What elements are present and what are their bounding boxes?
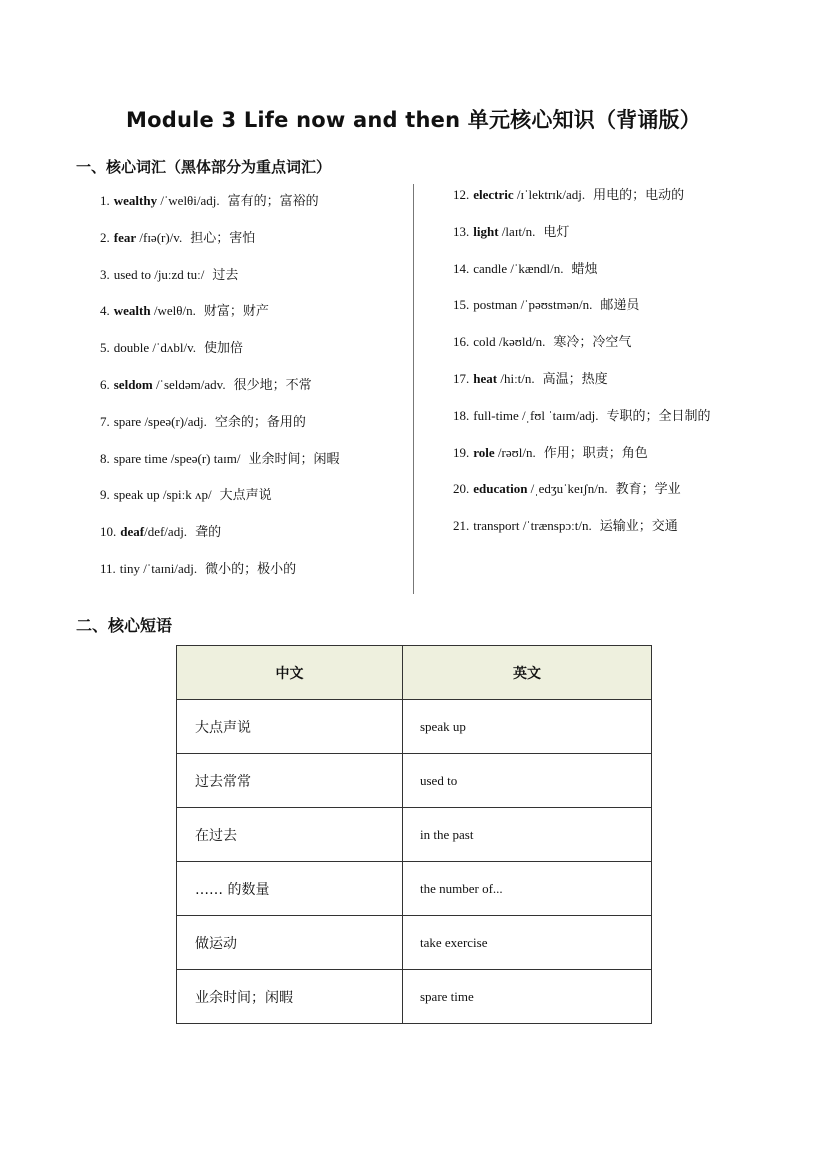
vocab-meaning: 财富；财产 — [203, 304, 269, 320]
vocab-word: deaf — [120, 524, 145, 540]
vocab-part-of-speech: v. — [187, 340, 196, 356]
vocab-number: 16. — [453, 334, 470, 350]
phrase-chinese: …… 的数量 — [177, 862, 403, 916]
vocab-part-of-speech: n. — [553, 260, 564, 276]
vocab-item — [453, 481, 681, 498]
vocab-item — [453, 297, 639, 314]
vocab-item — [453, 408, 710, 425]
phrase-chinese: 做运动 — [177, 916, 403, 970]
vocab-meaning: 电灯 — [543, 224, 570, 240]
vocab-part-of-speech: adj. — [167, 524, 188, 540]
vocab-item — [453, 445, 648, 462]
vocab-item — [453, 371, 608, 388]
vocab-phonetic: /hiːt/ — [497, 371, 525, 386]
vocab-word: education — [473, 481, 528, 497]
vocab-item — [100, 451, 339, 468]
vocab-word: double — [113, 340, 150, 356]
vocab-part-of-speech: v. — [173, 229, 183, 245]
vocab-number: 10. — [100, 524, 117, 540]
vocab-part-of-speech: n. — [186, 303, 196, 319]
vocab-number: 2. — [100, 229, 110, 245]
vocab-phonetic: /spiːk ʌp/ — [159, 487, 212, 503]
vocab-word: postman — [473, 297, 518, 313]
vocab-item — [100, 487, 272, 504]
vocab-phonetic: /ˈdʌbl/ — [149, 340, 188, 356]
vocab-phonetic: /fɪə(r)/ — [136, 229, 174, 245]
vocab-number: 7. — [100, 413, 110, 429]
vocab-phonetic: /ɪˈlektrɪk/ — [513, 187, 567, 202]
vocab-part-of-speech: n. — [526, 444, 536, 460]
vocab-word: fear — [113, 229, 137, 245]
vocab-item — [100, 524, 221, 541]
vocab-phonetic: /welθ/ — [150, 303, 187, 319]
section-heading-phrases: 二、核心短语 — [76, 616, 173, 635]
vocab-meaning: 用电的；电动的 — [593, 188, 685, 203]
vocab-item — [453, 261, 598, 278]
vocab-number: 1. — [100, 193, 110, 208]
vocab-number: 12. — [453, 187, 470, 202]
vocab-part-of-speech: n. — [582, 297, 593, 313]
vocab-meaning: 富有的；富裕的 — [227, 194, 319, 209]
vocab-number: 6. — [100, 377, 110, 392]
table-row — [177, 808, 652, 862]
vocab-part-of-speech: n. — [581, 518, 592, 534]
vocab-part-of-speech: adj. — [579, 407, 599, 423]
vocab-part-of-speech: adj. — [177, 561, 198, 576]
vocab-phonetic: /rəʊl/ — [494, 444, 526, 460]
vocab-number: 9. — [100, 487, 110, 503]
vocab-meaning: 专职的；全日制的 — [606, 408, 711, 424]
vocab-word: speak up — [113, 487, 160, 503]
table-row — [177, 916, 652, 970]
phrase-chinese: 大点声说 — [177, 700, 403, 754]
vocab-meaning: 业余时间；闲暇 — [248, 451, 340, 467]
vocab-word: wealthy — [113, 193, 158, 208]
vocab-meaning: 邮递员 — [600, 298, 640, 314]
vocab-word: cold — [473, 334, 496, 350]
vocab-word: wealth — [113, 303, 151, 319]
vocab-number: 4. — [100, 303, 110, 319]
vocab-word: role — [473, 444, 495, 460]
column-header-english: 英文 — [403, 646, 652, 700]
table-header-row — [177, 646, 652, 700]
phrase-english: the number of... — [403, 862, 652, 916]
vocab-phonetic: /ˌedʒuˈkeɪʃn/ — [527, 481, 598, 497]
vocab-word: full-time — [473, 407, 519, 423]
vocab-phonetic: /ˈpəʊstmən/ — [517, 297, 583, 313]
phrase-english: in the past — [403, 808, 652, 862]
phrase-table — [176, 645, 652, 1024]
vocab-part-of-speech: n. — [525, 223, 536, 239]
vocab-number: 11. — [100, 561, 116, 576]
table-row — [177, 862, 652, 916]
vocab-word: candle — [473, 260, 508, 276]
vocab-phonetic: /juːzd tuː/ — [150, 266, 205, 282]
vocab-item — [453, 187, 684, 204]
vocab-part-of-speech: adj. — [200, 193, 220, 208]
vocab-phonetic: /ˈseldəm/ — [152, 377, 205, 392]
vocab-meaning: 作用；职责；角色 — [543, 445, 648, 461]
vocab-item — [100, 340, 243, 357]
column-header-chinese: 中文 — [177, 646, 403, 700]
vocab-meaning: 担心；害怕 — [190, 230, 256, 246]
phrase-chinese: 过去常常 — [177, 754, 403, 808]
vocab-part-of-speech: n. — [535, 334, 546, 350]
vocab-phonetic: /ˈtaɪni/ — [140, 561, 178, 576]
vocab-meaning: 过去 — [212, 267, 239, 283]
phrase-english: take exercise — [403, 916, 652, 970]
vocab-part-of-speech: adj. — [187, 413, 207, 429]
vocab-item — [453, 224, 569, 241]
vocab-number: 18. — [453, 407, 470, 423]
vocab-item — [453, 518, 678, 535]
vocab-word: spare time — [113, 450, 168, 466]
vocab-phonetic: /speə(r) taɪm/ — [167, 450, 241, 466]
vocab-phonetic: /ˈtrænspɔːt/ — [519, 518, 582, 534]
vocab-item — [100, 230, 255, 247]
vocab-meaning: 使加倍 — [203, 341, 243, 357]
vocab-part-of-speech: n. — [597, 481, 608, 497]
phrase-chinese: 在过去 — [177, 808, 403, 862]
vocab-item — [453, 334, 631, 351]
vocab-meaning: 大点声说 — [219, 488, 272, 504]
vocab-phonetic: /ˈkændl/ — [507, 260, 554, 276]
table-row — [177, 700, 652, 754]
vocab-word: electric — [473, 187, 514, 202]
table-row — [177, 970, 652, 1024]
vocab-word: tiny — [119, 561, 141, 576]
vocab-part-of-speech: adj. — [566, 187, 586, 202]
vocab-meaning: 聋的 — [195, 525, 222, 541]
vocab-number: 20. — [453, 481, 470, 497]
section-heading-vocabulary: 一、核心词汇（黑体部分为重点词汇） — [76, 158, 332, 176]
phrase-chinese: 业余时间；闲暇 — [177, 970, 403, 1024]
phrase-english: used to — [403, 754, 652, 808]
vocab-number: 8. — [100, 450, 110, 466]
vocab-number: 13. — [453, 223, 470, 239]
phrase-english: speak up — [403, 700, 652, 754]
vocab-meaning: 微小的；极小的 — [205, 562, 297, 577]
vocab-phonetic: /ˌfʊl ˈtaɪm/ — [518, 407, 580, 423]
vocab-phonetic: /kəʊld/ — [495, 334, 536, 350]
vocab-item — [100, 561, 296, 578]
table-row — [177, 754, 652, 808]
vocab-word: used to — [113, 266, 151, 282]
vocab-meaning: 寒冷；冷空气 — [553, 335, 632, 351]
page-title: Module 3 Life now and then 单元核心知识（背诵版） — [126, 108, 701, 132]
vocab-number: 15. — [453, 297, 470, 313]
vocab-number: 21. — [453, 518, 470, 534]
vocab-phonetic: /def/ — [144, 524, 168, 540]
column-divider — [413, 184, 414, 594]
vocab-phonetic: /ˈwelθi/ — [157, 193, 201, 208]
vocab-number: 5. — [100, 340, 110, 356]
vocab-word: seldom — [113, 377, 153, 392]
vocab-meaning: 很少地；不常 — [233, 378, 312, 393]
vocab-part-of-speech: adv. — [204, 377, 226, 392]
vocab-word: heat — [473, 371, 498, 386]
vocab-meaning: 空余的；备用的 — [214, 414, 306, 430]
phrase-english: spare time — [403, 970, 652, 1024]
vocab-phonetic: /speə(r)/ — [141, 413, 188, 429]
vocab-item — [100, 267, 238, 284]
vocab-word: spare — [113, 413, 142, 429]
vocab-word: transport — [473, 518, 520, 534]
vocab-meaning: 教育；学业 — [615, 482, 681, 498]
vocab-item — [100, 303, 269, 320]
vocab-item — [100, 414, 306, 431]
vocab-meaning: 蜡烛 — [571, 261, 598, 277]
vocab-meaning: 高温；热度 — [542, 372, 608, 387]
vocab-item — [100, 377, 312, 394]
vocab-number: 3. — [100, 266, 110, 282]
vocab-number: 17. — [453, 371, 470, 386]
vocab-phonetic: /laɪt/ — [498, 223, 526, 239]
vocab-number: 14. — [453, 260, 470, 276]
vocab-number: 19. — [453, 444, 470, 460]
vocab-item — [100, 193, 319, 210]
vocab-word: light — [473, 223, 499, 239]
vocab-meaning: 运输业；交通 — [599, 519, 678, 535]
vocab-part-of-speech: n. — [524, 371, 535, 386]
